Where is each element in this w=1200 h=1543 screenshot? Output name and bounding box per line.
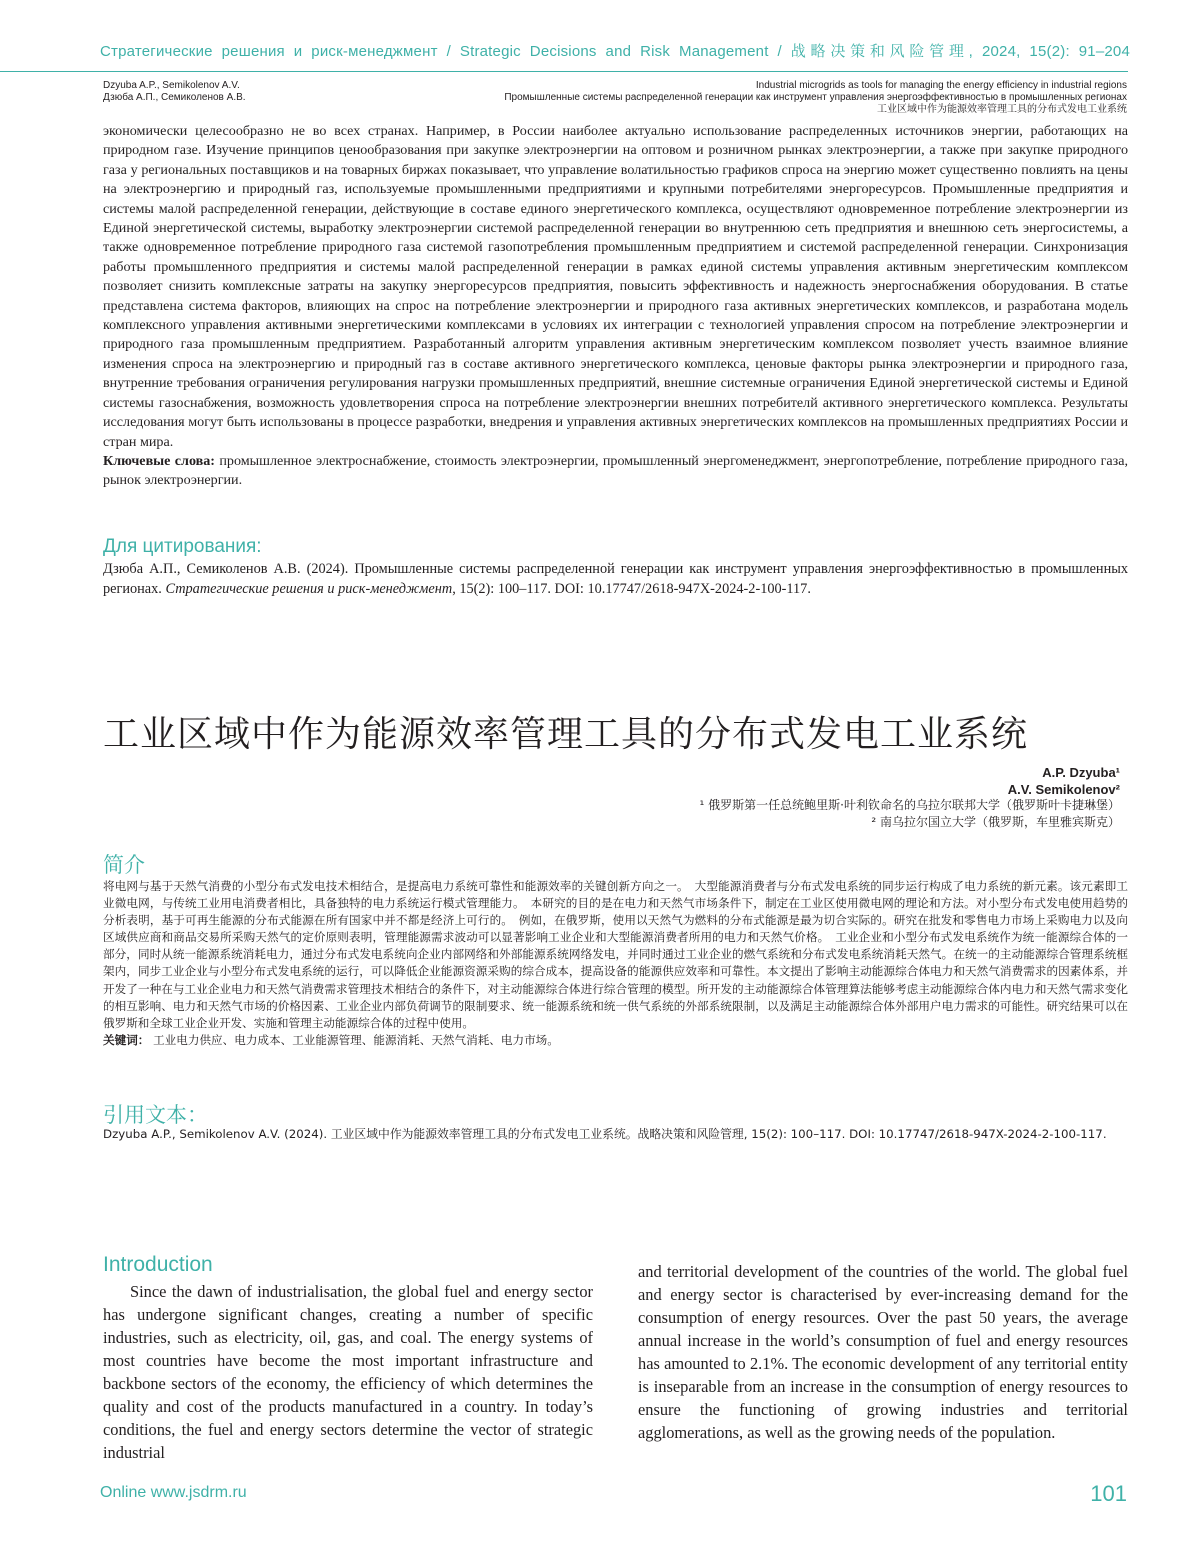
cn-abstract — [103, 878, 1128, 1049]
cn-affiliations — [700, 797, 1120, 831]
citation-ru-main: Дзюба А.П., Семиколенов А.В. (2024). Промышленные системы распределенной генерации как инструмент управления энергоэффективностью в промышленных регионах. — [103, 561, 1128, 597]
introduction-column-right — [638, 1260, 1128, 1444]
citation-ru-tail: , 15(2): 100–117. DOI: 10.17747/2618-947X-2024-2-100-117. — [452, 581, 811, 597]
citation-ru-text — [103, 559, 1128, 599]
running-authors — [103, 80, 246, 104]
cn-abstract-text: 将电网与基于天然气消费的小型分布式发电技术相结合，是提高电力系统可靠性和能源效率的关键创新方向之一。 大型能源消费者与分布式发电系统的同步运行构成了电力系统的新元素。该元素即工业微电网，与传统工业用电消费者相比，具备独特的电力系统运行模式管理能力。 本研究的目的是在电力和天然气市场条件下，制定在工业区使用微电网的理论和方法。对小型分布式发电使用趋势的分析表明，基于可再生能源的分布式能源在所有国家中并不都是经济上可行的。 例如，在俄罗斯，使用以天然气为燃料的分布式能源是最为切合实际的。研究在批发和零售电力市场上采购电力以及向区域供应商和商品交易所采购天然气的定价原则表明，管理能源需求波动可以显著影响工业企业和大型能源消费者所用的电力和天然气价格。 工业企业和小型分布式发电系统作为统一能源综合体的一部分，同时从统一能源系统消耗电力，通过分布式发电系统向企业内部网络和外部能源系统网络发电，并同时通过工业企业的燃气系统和分布式发电系统消耗天然气。在统一的主动能源综合管理系统框架内，同步工业企业与小型分布式发电系统的运行，可以降低企业能源资源采购的综合成本，提高设备的能源供应效率和可靠性。本文提出了影响主动能源综合体电力和天然气消费需求的因素体系，并开发了一种在与工业企业电力和天然气消费需求管理技术相结合的条件下，对主动能源综合体进行综合管理的模型。所开发的主动能源综合体管理算法能够考虑主动能源综合体内电力和天然气需求变化的相互影响、电力和天然气市场的价格因素、工业企业内部负荷调节的限制要求、统一能源系统和统一供气系统的外部系统限制，以及满足主动能源综合体外部用户电力需求的可能性。研究结果可以在俄罗斯和全球工业企业开发、实施和管理主动能源综合体的过程中使用。 — [103, 879, 1128, 1030]
cn-article-title: 工业区域中作为能源效率管理工具的分布式发电工业系统 — [103, 714, 1029, 755]
running-titles — [504, 80, 1127, 116]
citation-ru-journal: Стратегические решения и риск-менеджмент — [165, 581, 453, 597]
cn-affiliation-2: ² 南乌拉尔国立大学（俄罗斯，车里雅宾斯克） — [871, 815, 1120, 829]
cn-affiliation-1: ¹ 俄罗斯第一任总统鲍里斯·叶利钦命名的乌拉尔联邦大学（俄罗斯叶卡捷琳堡） — [699, 798, 1120, 812]
cn-author-2: A.V. Semikolenov² — [1007, 782, 1120, 797]
keywords-ru-text: промышленное электроснабжение, стоимость электроэнергии, промышленный энергоменеджмент, энергопотребление, потребление природного газа, рынок электроэнергии. — [103, 452, 1129, 489]
keywords-ru-label: Ключевые слова: — [103, 452, 215, 469]
abstract-ru-text: экономически целесообразно не во всех странах. Например, в России наиболее актуально использование распределенных источников энергии, работающих на природном газе. Изучение принципов ценообразования при закупке электроэнергии на оптовом и розничном рынках электроэнергии, а также при закупке природного газа у региональных поставщиков и на товарных биржах показывает, что управление волатильностью графиков спроса на энергию может существенно повлиять на цены на электроэнергию и природный газ, используемые промышленными предприятиями и крупными потребителями энергоресурсов. Промышленные предприятия и системы малой распределенной генерации, действующие в составе единого энергетического комплекса, осуществляют одновременное потребление электроэнергии из Единой энергетической системы, выработку электроэнергии системой распределенной генерации во внутреннюю сеть предприятия и внешнюю сеть энергосистемы, а также одновременное потребление природного газа системой газопотребления промышленным предприятием и системой распределенной генерации. Синхронизация работы промышленного предприятия и системы малой распределенной генерации в рамках единой системы управления активным энергетическим комплексом позволяет снизить комплексные затраты на закупку энергоресурсов предприятия, повысить эффективность и надежность энергоснабжения оборудования. В статье представлена система факторов, влияющих на спрос на потребление электроэнергии и природного газа активных энергетических комплексов, и разработана модель комплексного управления активными энергетическими комплексами в условиях их интеграции с технологией управления спросом на потребление электроэнергии и природного газа промышленным предприятием. Разработанный алгоритм управления активным энергетическим комплексом позволяет учесть взаимное влияние изменения спроса на электроэнергию и природный газ в составе активного энергетического комплекса, ценовые факторы рынка электроэнергии и природного газа, внутренние требования ограничения регулирования нагрузки промышленных предприятий, внешние системные ограничения Единой энергетической системы и Единой системы газоснабжения, возможность удовлетворения спроса на потребление электроэнергии внешних потребителй активного энергетического комплекса. Результаты исследования могут быть использованы в процессе разработки, внедрения и управления активных энергетических комплексов на промышленных предприятиях России и стран мира. — [103, 123, 1128, 450]
cn-citation-text: Dzyuba A.P., Semikolenov A.V. (2024). 工业区域中作为能源效率管理工具的分布式发电工业系统。战略决策和风险管理, 15(2): 100–117. DOI: 10.17747/2618-947X-2024-2-100-117. — [103, 1127, 1107, 1141]
running-title-cn: 工业区域中作为能源效率管理工具的分布式发电工业系统 — [877, 104, 1127, 115]
header-divider — [0, 71, 1128, 72]
cn-abstract-heading: 简介 — [103, 853, 145, 877]
introduction-paragraph-right: and territorial development of the countries of the world. The global fuel and energy sector is characterised by ever-increasing demand for the consumption of energy resources. Over the past 50 years, the average annual increase in the world’s consumption of fuel and energy resources has amounted to 2.1%. The economic development of any territorial entity is inseparable from an increase in the consumption of energy resources to ensure the functioning of growing industries and territorial agglomerations, as well as the growing needs of the population. — [638, 1262, 1128, 1442]
running-authors-en: Dzyuba A.P., Semikolenov A.V. — [103, 80, 240, 91]
cn-keywords — [103, 1032, 1128, 1049]
introduction-paragraph-left: Since the dawn of industrialisation, the global fuel and energy sector has undergone significant changes, creating a number of specific industries, such as electricity, oil, gas, and coal. The energy systems of most countries have become the most important infrastructure and backbone sectors of the economy, the efficiency of which determines the quality and cost of the products manufactured in a country. In today’s conditions, the fuel and energy sectors determine the vector of strategic industrial — [103, 1282, 593, 1462]
running-title-en: Industrial microgrids as tools for managing the energy efficiency in industrial regions — [755, 80, 1127, 91]
abstract-ru — [103, 122, 1128, 491]
cn-keywords-text: 工业电力供应、电力成本、工业能源管理、能源消耗、天然气消耗、电力市场。 — [153, 1032, 559, 1047]
page-number: 101 — [1090, 1481, 1127, 1506]
journal-header: Стратегические решения и риск-менеджмент / Strategic Decisions and Risk Management / 战略决策和风险管理, 2024, 15(2): 91–204 — [100, 43, 1130, 60]
cn-keywords-label: 关键词： — [103, 1032, 150, 1047]
citation-ru-heading: Для цитирования: — [103, 536, 262, 557]
keywords-ru — [103, 452, 1128, 491]
introduction-heading: Introduction — [103, 1253, 213, 1276]
cn-authors — [1008, 764, 1120, 798]
introduction-column-left — [103, 1280, 593, 1464]
cn-author-1: A.P. Dzyuba¹ — [1042, 765, 1120, 780]
cn-citation-heading: 引用文本： — [103, 1103, 208, 1127]
running-title-ru: Промышленные системы распределенной генерации как инструмент управления энергоэффективностью в промышленных регионах — [504, 92, 1127, 103]
running-authors-ru: Дзюба А.П., Семиколенов А.В. — [103, 92, 246, 103]
footer-website-link[interactable]: Online www.jsdrm.ru — [100, 1484, 247, 1501]
